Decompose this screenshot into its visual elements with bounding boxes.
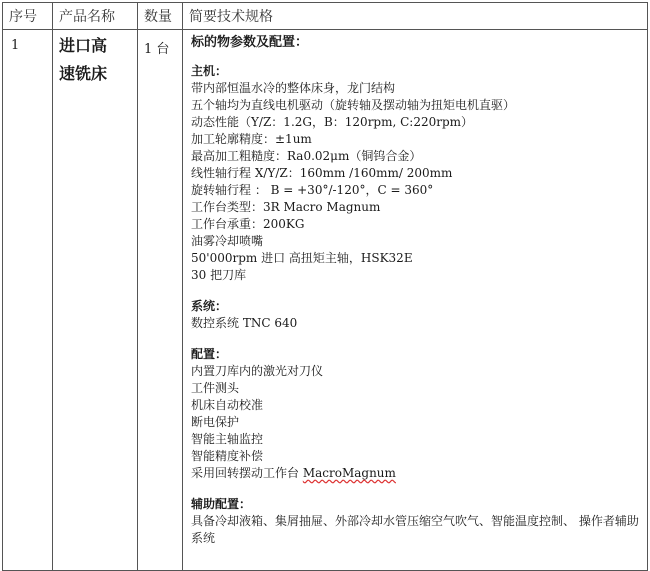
row-spec (183, 30, 648, 571)
spec-line: 工作台类型：3R Macro Magnum (191, 200, 381, 214)
row-index: 1 (3, 30, 53, 571)
spec-line: 智能主轴监控 (191, 432, 264, 446)
section-config-title: 配置： (191, 347, 228, 361)
spec-line (191, 465, 643, 482)
header-product: 产品名称 (53, 3, 138, 30)
spec-line: 50'000rpm 进口 高扭矩主轴，HSK32E (191, 251, 413, 265)
spec-line: 线性轴行程 X/Y/Z：160mm /160mm/ 200mm (191, 166, 453, 180)
spec-line: 最高加工粗糙度：Ra0.02μm（铜钨合金） (191, 149, 422, 163)
spec-line: 旋转轴行程 ： B = +30°/-120°，C = 360° (191, 183, 434, 197)
section-system-lines (191, 315, 643, 332)
spec-line: 动态性能（Y/Z：1.2G，B：120rpm, C:220rpm） (191, 115, 474, 129)
spec-line: 数控系统 TNC 640 (191, 316, 298, 330)
header-row (3, 3, 648, 30)
spec-line: 加工轮廓精度：±1um (191, 132, 312, 146)
table-row (3, 30, 648, 571)
spec-line: 断电保护 (191, 415, 240, 429)
config-last-prefix: 采用回转摆动工作台 (191, 466, 303, 480)
header-index: 序号 (3, 3, 53, 30)
section-main-title: 主机： (191, 64, 228, 78)
section-main-lines (191, 80, 643, 284)
section-main (191, 63, 643, 284)
section-aux-text: 具备冷却液箱、集屑抽屉、外部冷却水管压缩空气吹气、智能温度控制、 操作者辅助系统 (191, 514, 639, 545)
config-last-term: MacroMagnum (302, 466, 396, 480)
header-spec: 简要技术规格 (183, 3, 648, 30)
spec-line: 工件测头 (191, 381, 240, 395)
section-config (191, 346, 643, 482)
spec-line: 机床自动校准 (191, 398, 264, 412)
section-config-lines (191, 363, 643, 465)
row-product (53, 30, 138, 571)
spec-line: 油雾冷却喷嘴 (191, 234, 264, 248)
product-name-line-1: 进口高 (59, 36, 108, 55)
spec-line: 带内部恒温水冷的整体床身，龙门结构 (191, 81, 396, 95)
section-aux (191, 496, 643, 547)
spec-table (2, 2, 648, 571)
section-system-title: 系统： (191, 299, 228, 313)
header-quantity: 数量 (138, 3, 183, 30)
spec-line: 内置刀库内的激光对刀仪 (191, 364, 324, 378)
product-name-line-2: 速铣床 (59, 64, 108, 83)
spec-line: 30 把刀库 (191, 268, 247, 282)
row-quantity: 1 台 (138, 30, 183, 571)
section-aux-title: 辅助配置： (191, 497, 252, 511)
spec-line: 工作台承重：200KG (191, 217, 305, 231)
spec-line: 五个轴均为直线电机驱动（旋转轴及摆动轴为扭矩电机直驱） (191, 98, 516, 112)
spec-title: 标的物参数及配置： (191, 35, 309, 50)
section-system (191, 298, 643, 332)
spec-line: 智能精度补偿 (191, 449, 264, 463)
